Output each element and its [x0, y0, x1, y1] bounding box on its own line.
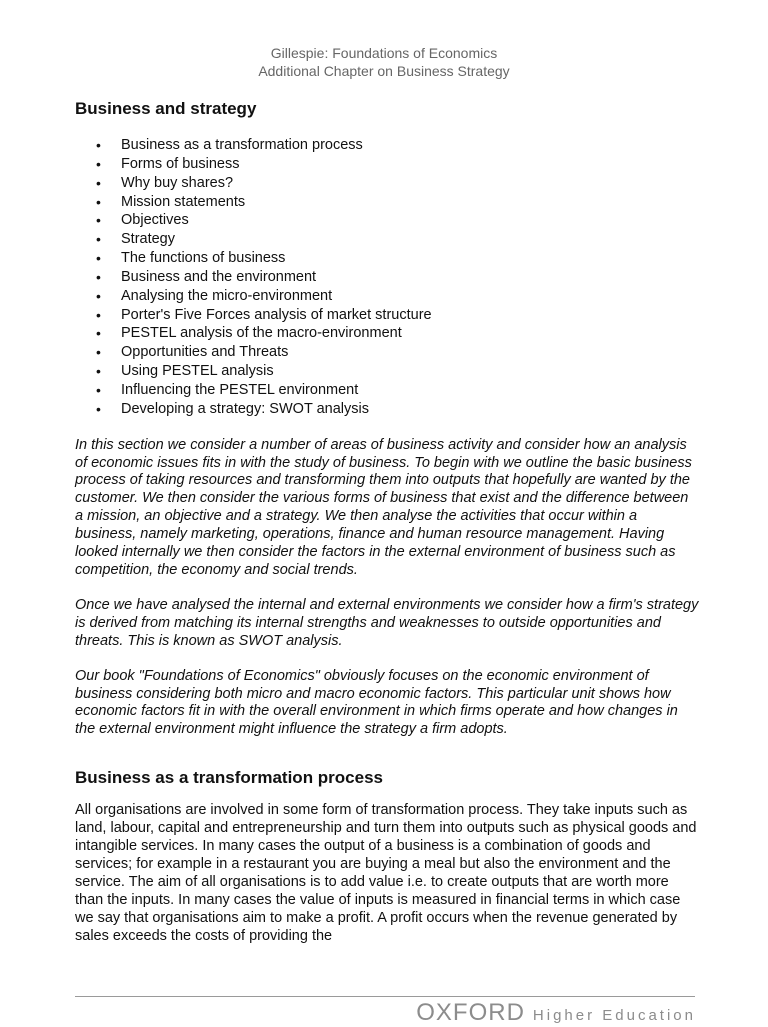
list-item — [75, 249, 700, 268]
bullet-icon: • — [96, 381, 101, 398]
list-item-text: PESTEL analysis of the macro-environment — [121, 325, 402, 342]
list-item — [75, 343, 700, 362]
bullet-icon: • — [96, 231, 101, 248]
publisher-logo — [416, 999, 696, 1027]
publisher-logo-sub: Higher Education — [532, 1007, 696, 1024]
section-heading-transformation-process: Business as a transformation process — [75, 768, 384, 788]
bullet-icon: • — [96, 400, 101, 417]
swot-paragraph: Once we have analysed the internal and external environments we consider how a firm's strategy is derived from matching its internal strengths and weaknesses to outside opportunities and threats. This is known as SWOT analysis. — [75, 596, 699, 649]
list-item-text: Using PESTEL analysis — [121, 363, 274, 380]
list-item-text: Business as a transformation process — [121, 137, 363, 153]
list-item-text: Analysing the micro-environment — [121, 287, 333, 304]
topic-list — [75, 136, 700, 419]
section-heading-business-and-strategy: Business and strategy — [75, 99, 257, 118]
list-item — [75, 230, 700, 249]
intro-paragraph: In this section we consider a number of areas of business activity and consider how an analysis of economic issues fits in with the study of business. To begin with we outline the basic business process of taking resources and transforming them into outputs that hopefully are wanted by the customer. We then consider the various forms of business that exist and the difference between a mission, an objective and a strategy. We then analyse the activities that occur within a business, namely marketing, operations, finance and human resource management. Having looked internally we then consider the factors in the external environment of business such as competition, the economy and social trends. — [75, 436, 692, 578]
publisher-logo-main: OXFORD — [416, 999, 525, 1026]
list-item-text: Developing a strategy: SWOT analysis — [121, 400, 369, 417]
list-item — [75, 268, 700, 287]
list-item — [75, 136, 700, 155]
list-item-text: Objectives — [121, 212, 189, 229]
list-item-text: Why buy shares? — [121, 174, 234, 191]
bullet-icon: • — [96, 287, 101, 304]
bullet-icon: • — [96, 363, 101, 380]
list-item-text: Opportunities and Threats — [121, 344, 289, 361]
page-header — [0, 44, 768, 80]
main-content — [75, 98, 700, 946]
bullet-icon: • — [96, 155, 101, 172]
list-item — [75, 211, 700, 230]
list-item-text: Porter's Five Forces analysis of market structure — [121, 306, 432, 323]
list-item-text: Influencing the PESTEL environment — [121, 381, 359, 398]
book-focus-paragraph: Our book "Foundations of Economics" obviously focuses on the economic environment of business considering both micro and macro economic factors. This particular unit shows how economic factors fit in with the overall environment in which firms operate and how changes in the external environment might influence the strategy a firm adopts. — [75, 667, 678, 738]
bullet-icon: • — [96, 325, 101, 342]
bullet-icon: • — [96, 268, 101, 285]
bullet-icon: • — [96, 212, 101, 229]
list-item — [75, 306, 700, 325]
list-item — [75, 174, 700, 193]
body-paragraph: All organisations are involved in some form of transformation process. They take inputs such as land, labour, capital and entrepreneurship and turn them into outputs such as physical goods and intangible services. In many cases the output of a business is a combination of goods and services; for example in a restaurant you are buying a meal but also the environment and the service. The aim of all organisations is to add value i.e. to create outputs that are worth more than the inputs. In many cases the value of inputs is measured in financial terms in which case we say that organisations aim to make a profit. A profit occurs when the revenue generated by sales exceeds the costs of providing the — [75, 802, 697, 944]
list-item-text: Forms of business — [121, 155, 240, 172]
list-item-text: Mission statements — [121, 193, 246, 210]
header-book-title: Gillespie: Foundations of Economics — [270, 45, 498, 61]
bullet-icon: • — [96, 174, 101, 191]
bullet-icon: • — [96, 193, 101, 210]
bullet-icon: • — [96, 250, 101, 267]
list-item-text: The functions of business — [121, 250, 286, 267]
bullet-icon: • — [96, 344, 101, 361]
bullet-icon: • — [96, 137, 101, 153]
list-item-text: Strategy — [121, 231, 175, 248]
list-item — [75, 381, 700, 400]
list-item — [75, 324, 700, 343]
bullet-icon: • — [96, 306, 101, 323]
list-item — [75, 193, 700, 212]
list-item — [75, 287, 700, 306]
header-chapter-title: Additional Chapter on Business Strategy — [258, 63, 510, 79]
footer-divider — [75, 996, 695, 997]
list-item-text: Business and the environment — [121, 268, 317, 285]
list-item — [75, 400, 700, 419]
list-item — [75, 362, 700, 381]
list-item — [75, 155, 700, 174]
